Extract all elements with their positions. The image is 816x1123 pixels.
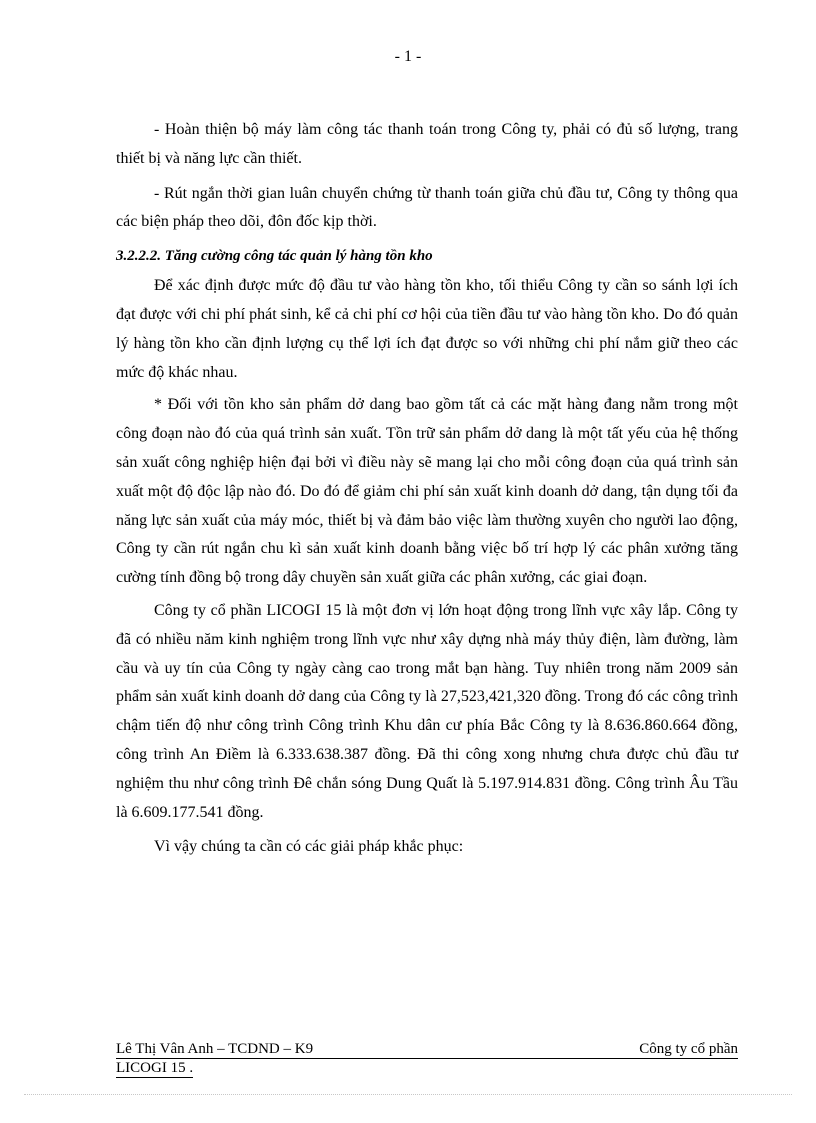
section-heading: 3.2.2.2. Tăng cường công tác quản lý hàng tồn kho [116,248,433,265]
paragraph-licogi-overview: Công ty cổ phần LICOGI 15 là một đơn vị lớn hoạt động trong lĩnh vực xây lắp. Công ty đã có nhiều năm kinh nghiệm trong lĩnh vực như xây dựng nhà máy thủy điện, làm đường, làm cầu và uy tín của Công ty ngày càng cao trong mắt bạn hàng. Tuy nhiên trong năm 2009 sản phẩm sản xuất kinh doanh dở dang của Công ty là 27,523,421,320 đồng. Trong đó các công trình chậm tiến độ như công trình Công trình Khu dân cư phía Bắc Công ty là 8.636.860.664 đồng, công trình An Điềm là 6.333.638.387 đồng. Đã thi công xong nhưng chưa được chủ đầu tư nghiệm thu như công trình Đê chắn sóng Dung Quất là 5.197.914.831 đồng. Công trình Âu Tầu là 6.609.177.541 đồng. [116,601,738,821]
document-body [116,116,738,866]
footer-line [116,1040,738,1059]
footer-company: Công ty cổ phần [639,1041,738,1057]
paragraph-inventory-investment: Để xác định được mức độ đầu tư vào hàng tồn kho, tối thiểu Công ty cần so sánh lợi ích đạt được với chi phí phát sinh, kể cả chi phí cơ hội của tiền đầu tư vào hàng tồn kho. Do đó quản lý hàng tồn kho cần định lượng cụ thể lợi ích đạt được so với những chi phí nắm giữ theo các mức độ khác nhau. [116,277,738,381]
paragraph-shorten-voucher-time: - Rút ngắn thời gian luân chuyển chứng từ thanh toán giữa chủ đầu tư, Công ty thông qua các biện pháp theo dõi, đôn đốc kịp thời. [116,184,738,231]
footer-author: Lê Thị Vân Anh – TCDND – K9 [116,1041,314,1057]
paragraph-payment-apparatus: - Hoàn thiện bộ máy làm công tác thanh toán trong Công ty, phải có đủ số lượng, trang thiết bị và năng lực cần thiết. [116,121,738,167]
paragraph-work-in-progress: * Đối với tồn kho sản phẩm dở dang bao gồm tất cả các mặt hàng đang nằm trong một công đoạn nào đó của quá trình sản xuất. Tồn trữ sản phẩm dở dang là một tất yếu của hệ thống sản xuất công nghiệp hiện đại bởi vì điều này sẽ mang lại cho mỗi công đoạn của quá trình sản xuất một độ độc lập nào đó. Do đó để giảm chi phí sản xuất kinh doanh dở dang, tận dụng tối đa năng lực sản xuất của máy móc, thiết bị và đảm bảo việc làm thường xuyên cho người lao động, Công ty cần rút ngắn chu kì sản xuất kinh doanh bằng việc bố trí hợp lý các phân xưởng tăng cường tính đồng bộ trong dây chuyền sản xuất giữa các phân xưởng, các giai đoạn. [116,396,738,587]
paragraph-solutions-intro: Vì vậy chúng ta cần có các giải pháp khắc phục: [154,838,464,856]
footer-company-name: LICOGI 15 . [116,1060,194,1076]
page-footer [116,1040,738,1078]
page-bottom-divider [24,1094,792,1095]
page-number: - 1 - [394,48,422,65]
